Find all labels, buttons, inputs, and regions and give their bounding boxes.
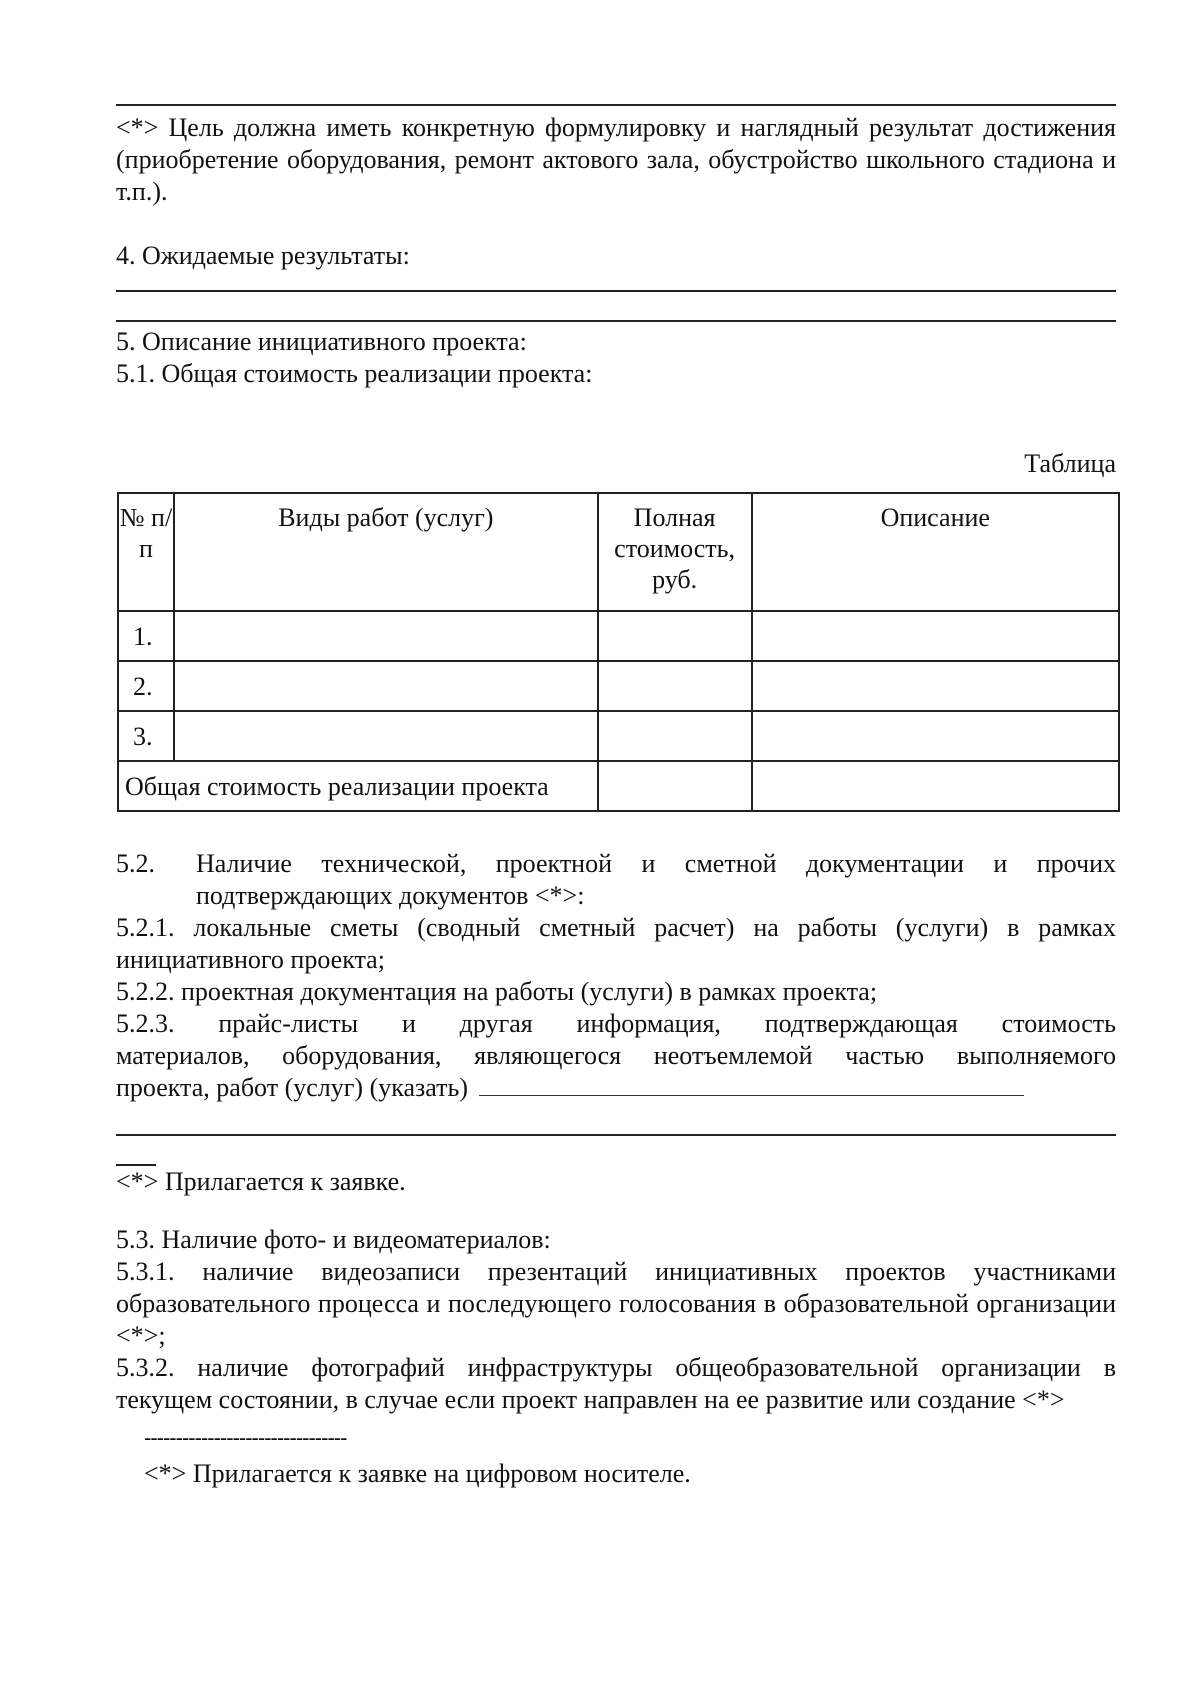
row-works-cell[interactable] xyxy=(174,661,598,711)
section-5-2 xyxy=(116,848,1116,912)
header-cost: Полная стоимость, руб. xyxy=(598,493,752,611)
section-5-2-3-line2: материалов, оборудования, являющегося неотъемлемой частью выполняемого xyxy=(116,1041,1116,1070)
specify-blank[interactable] xyxy=(479,1073,1024,1096)
total-label: Общая стоимость реализации проекта xyxy=(118,761,598,811)
row-num: 1. xyxy=(118,611,174,661)
row-num: 2. xyxy=(118,661,174,711)
table-row xyxy=(118,711,1119,761)
works-table xyxy=(117,492,1120,812)
total-description-cell[interactable] xyxy=(752,761,1120,811)
section-5-2-3-line3-wrap xyxy=(116,1072,1116,1104)
footnote-digital: <*> Прилагается к заявке на цифровом носителе. xyxy=(144,1459,691,1488)
section-5-1-title: 5.1. Общая стоимость реализации проекта: xyxy=(116,359,593,388)
section-5-2-text: Наличие технической, проектной и сметной документации и прочих подтверждающих документов <*>: xyxy=(196,849,1116,910)
top-rule xyxy=(116,104,1116,106)
section-5-3-1: 5.3.1. наличие видеозаписи презентаций инициативных проектов участниками образовательного процесса и последующего голосования в образовательной организации <*>; xyxy=(116,1257,1116,1350)
section-5-2-3-line1: 5.2.3. прайс-листы и другая информация, подтверждающая стоимость xyxy=(116,1009,1116,1038)
row-cost-cell[interactable] xyxy=(598,711,752,761)
row-num: 3. xyxy=(118,711,174,761)
section-5-2-1: 5.2.1. локальные сметы (сводный сметный расчет) на работы (услуги) в рамках инициативного проекта; xyxy=(116,913,1116,974)
section-5-3-2: 5.3.2. наличие фотографий инфраструктуры общеобразовательной организации в текущем состоянии, в случае если проект направлен на ее развитие или создание <*> xyxy=(116,1353,1116,1414)
section-5-2-3-line3: проекта, работ (услуг) (указать) xyxy=(116,1073,469,1102)
footnote-attached: <*> Прилагается к заявке. xyxy=(116,1167,406,1196)
row-works-cell[interactable] xyxy=(174,711,598,761)
table-total-row xyxy=(118,761,1119,811)
expected-results-line-1[interactable] xyxy=(116,290,1116,292)
header-num: № п/п xyxy=(118,493,174,611)
table-header-row xyxy=(118,493,1119,611)
header-description: Описание xyxy=(752,493,1120,611)
section-5-3: 5.3. Наличие фото- и видеоматериалов: xyxy=(116,1225,551,1254)
row-cost-cell[interactable] xyxy=(598,661,752,711)
table-row xyxy=(118,661,1119,711)
row-cost-cell[interactable] xyxy=(598,611,752,661)
row-description-cell[interactable] xyxy=(752,711,1120,761)
row-works-cell[interactable] xyxy=(174,611,598,661)
row-description-cell[interactable] xyxy=(752,661,1120,711)
table-row xyxy=(118,611,1119,661)
expected-results-line-2[interactable] xyxy=(116,320,1116,322)
section-5-2-2: 5.2.2. проектная документация на работы (услуги) в рамках проекта; xyxy=(116,977,878,1006)
section-5-title: 5. Описание инициативного проекта: xyxy=(116,327,527,356)
header-works: Виды работ (услуг) xyxy=(174,493,598,611)
footnote-goal: <*> Цель должна иметь конкретную формулировку и наглядный результат достижения (приобретение оборудования, ремонт актового зала, обустройство школьного стадиона и т.п.). xyxy=(116,113,1116,206)
specify-line-2[interactable] xyxy=(116,1134,1116,1136)
document-page xyxy=(116,104,1116,1490)
section-5-2-num: 5.2. xyxy=(116,849,155,878)
row-description-cell[interactable] xyxy=(752,611,1120,661)
table-label: Таблица xyxy=(1024,449,1116,478)
section-4-title: 4. Ожидаемые результаты: xyxy=(116,241,410,270)
total-cost-cell[interactable] xyxy=(598,761,752,811)
dash-separator: -------------------------------- xyxy=(144,1425,347,1450)
